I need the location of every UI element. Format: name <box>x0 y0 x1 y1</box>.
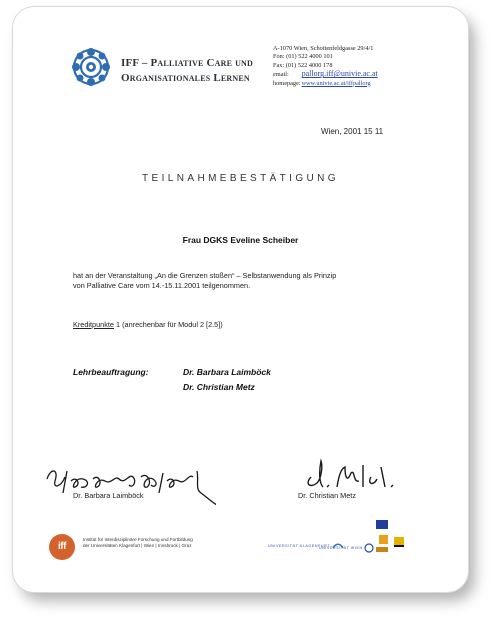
uni-klagenfurt-text: UNIVERSITÄT KLAGENFURT <box>268 543 330 548</box>
teaching-label: Lehrbeauftragung: <box>73 367 149 377</box>
email-label: email: <box>273 71 289 79</box>
institute-line2: der Universitäten Klagenfurt | Wien | Innsbruck | Graz <box>83 543 192 549</box>
contact-block <box>273 45 378 88</box>
fax-label: Fax: <box>273 61 285 69</box>
iff-logo: iff <box>49 534 75 560</box>
sponsor-logo <box>394 537 404 547</box>
signature-name-left: Dr. Barbara Laimböck <box>73 491 144 500</box>
signature-name-right: Dr. Christian Metz <box>298 491 356 500</box>
teacher-name: Dr. Barbara Laimböck <box>183 367 271 377</box>
university-wien-logo <box>319 543 374 553</box>
homepage-label: homepage: <box>273 79 301 87</box>
email-link[interactable]: pallorg.iff@univie.ac.at <box>301 69 378 79</box>
wien-seal-icon <box>364 543 374 553</box>
institute-text <box>83 537 193 550</box>
credit-value: 1 (anrechenbar für Modul 2 [2.5]) <box>113 320 223 329</box>
fon-label: Fon: <box>273 53 285 61</box>
document-heading: TEILNAHMEBESTÄTIGUNG <box>142 173 339 184</box>
email-row <box>273 70 378 79</box>
eu-flag-icon <box>376 520 388 529</box>
homepage-row <box>273 80 378 88</box>
homepage-link[interactable]: www.univie.ac.at/iffpallorg <box>301 79 371 87</box>
signature-metz <box>301 453 401 493</box>
body-text <box>73 271 413 291</box>
institute-line1: Institut für Interdisziplinäre Forschung und Fortbildung <box>83 537 193 542</box>
organization-name <box>121 56 253 86</box>
organization-name-line1: IFF – Palliative Care und <box>121 57 254 69</box>
fon-value: (01) 522 4000 101 <box>286 53 333 61</box>
fon-row <box>273 53 378 61</box>
organization-name-line2: Organisationales Lernen <box>121 72 250 84</box>
body-line1: hat an der Veranstaltung „An die Grenzen stoßen“ – Selbstanwendung als Prinzip <box>73 271 337 280</box>
sponsor-logo <box>379 535 388 544</box>
credit-points <box>73 320 223 329</box>
sponsor-logo <box>376 547 388 552</box>
fax-value: (01) 522 4000 178 <box>285 61 333 69</box>
date-line: Wien, 2001 15 11 <box>321 127 384 136</box>
credit-label: Kreditpunkte <box>73 320 114 329</box>
certificate-page <box>12 6 469 593</box>
teacher-name: Dr. Christian Metz <box>183 382 255 392</box>
address: A-1070 Wien, Schottenfeldgasse 29/4/1 <box>273 45 374 52</box>
palliative-care-logo <box>71 47 111 87</box>
uni-wien-text: UNIVERSITÄT WIEN <box>319 545 363 550</box>
body-line2: von Palliative Care vom 14.-15.11.2001 teilgenommen. <box>73 281 251 290</box>
recipient-name: Frau DGKS Eveline Scheiber <box>182 235 299 245</box>
